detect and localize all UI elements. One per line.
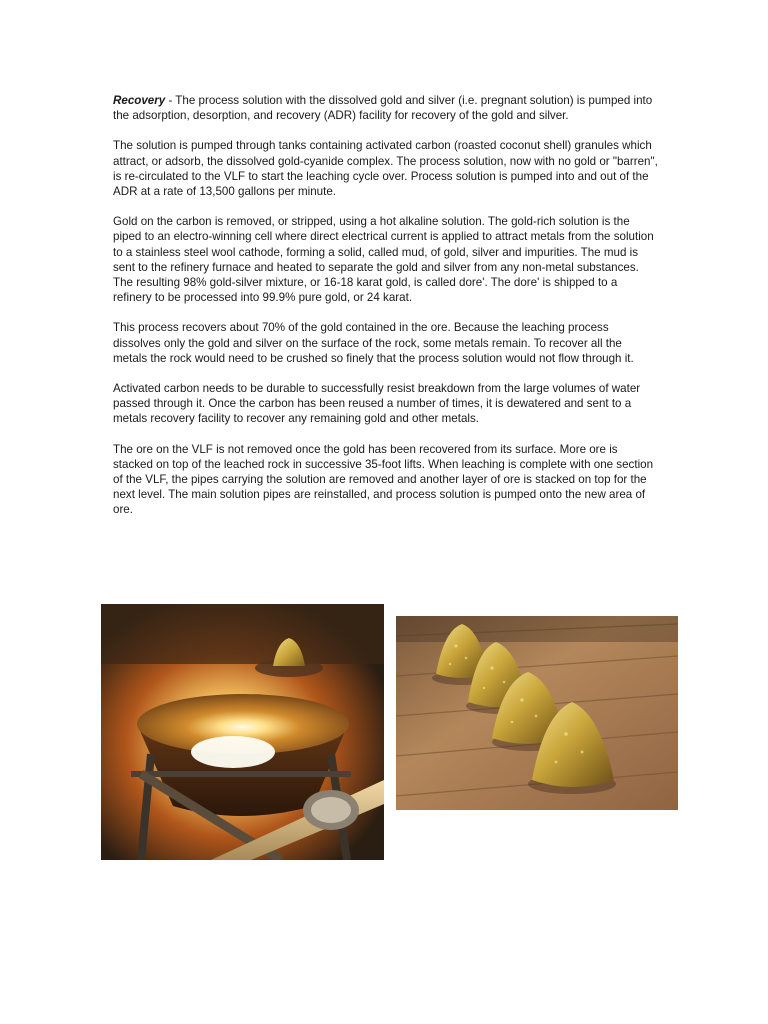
dore-cones-illustration — [396, 616, 678, 810]
paragraph-recovery-rate: This process recovers about 70% of the gold contained in the ore. Because the leaching process dissolves only the gold and silver on the surface of the rock, some metals remain. To recover all the metals the rock would need to be crushed so finely that the process solution would not flow through it. — [113, 321, 634, 365]
crucible-illustration — [101, 604, 384, 860]
paragraph-activated-carbon: The solution is pumped through tanks containing activated carbon (roasted coconut shell) granules which attract, or adsorb, the dissolved gold-cyanide complex. The process solution, now with no gold or "barren", is re-circulated to the VLF to start the leaching cycle over. Process solution is pumped into and out of the ADR at a rate of 13,500 gallons per minute. — [113, 139, 658, 199]
paragraph-recovery — [113, 93, 658, 123]
paragraph-vlf-stacking: The ore on the VLF is not removed once the gold has been recovered from its surface. More ore is stacked on top of the leached rock in successive 35-foot lifts. When leaching is complete with one section of the VLF, the pipes carrying the solution are removed and another layer of ore is stacked on top for the next level. The main solution pipes are reinstalled, and process solution is pumped onto the new area of ore. — [113, 442, 654, 517]
paragraph-recovery-text: - The process solution with the dissolved gold and silver (i.e. pregnant solution) is pumped into the adsorption, desorption, and recovery (ADR) facility for recovery of the gold and silver. — [113, 94, 653, 123]
paragraph-stripping: Gold on the carbon is removed, or stripped, using a hot alkaline solution. The gold-rich solution is the piped to an electro-winning cell where direct electrical current is applied to attract metals from the solution to a stainless steel wool cathode, forming a solid, called mud, of gold, silver and impurities. The mud is sent to the refinery furnace and heated to separate the gold and silver from any non-metal substances. The resulting 98% gold-silver mixture, or 16-18 karat gold, is called dore'. The dore' is shipped to a refinery to be processed into 99.9% pure gold, or 24 karat. — [113, 215, 654, 305]
recovery-term: Recovery — [113, 94, 166, 107]
paragraph-carbon-durability: Activated carbon needs to be durable to successfully resist breakdown from the large volumes of water passed through it. Once the carbon has been reused a number of times, it is dewatered and sent to a metals recovery facility to recover any remaining gold and other metals. — [113, 382, 641, 426]
crucible-photo — [101, 604, 384, 860]
dore-cones-photo — [396, 616, 678, 810]
body-text — [113, 93, 658, 533]
